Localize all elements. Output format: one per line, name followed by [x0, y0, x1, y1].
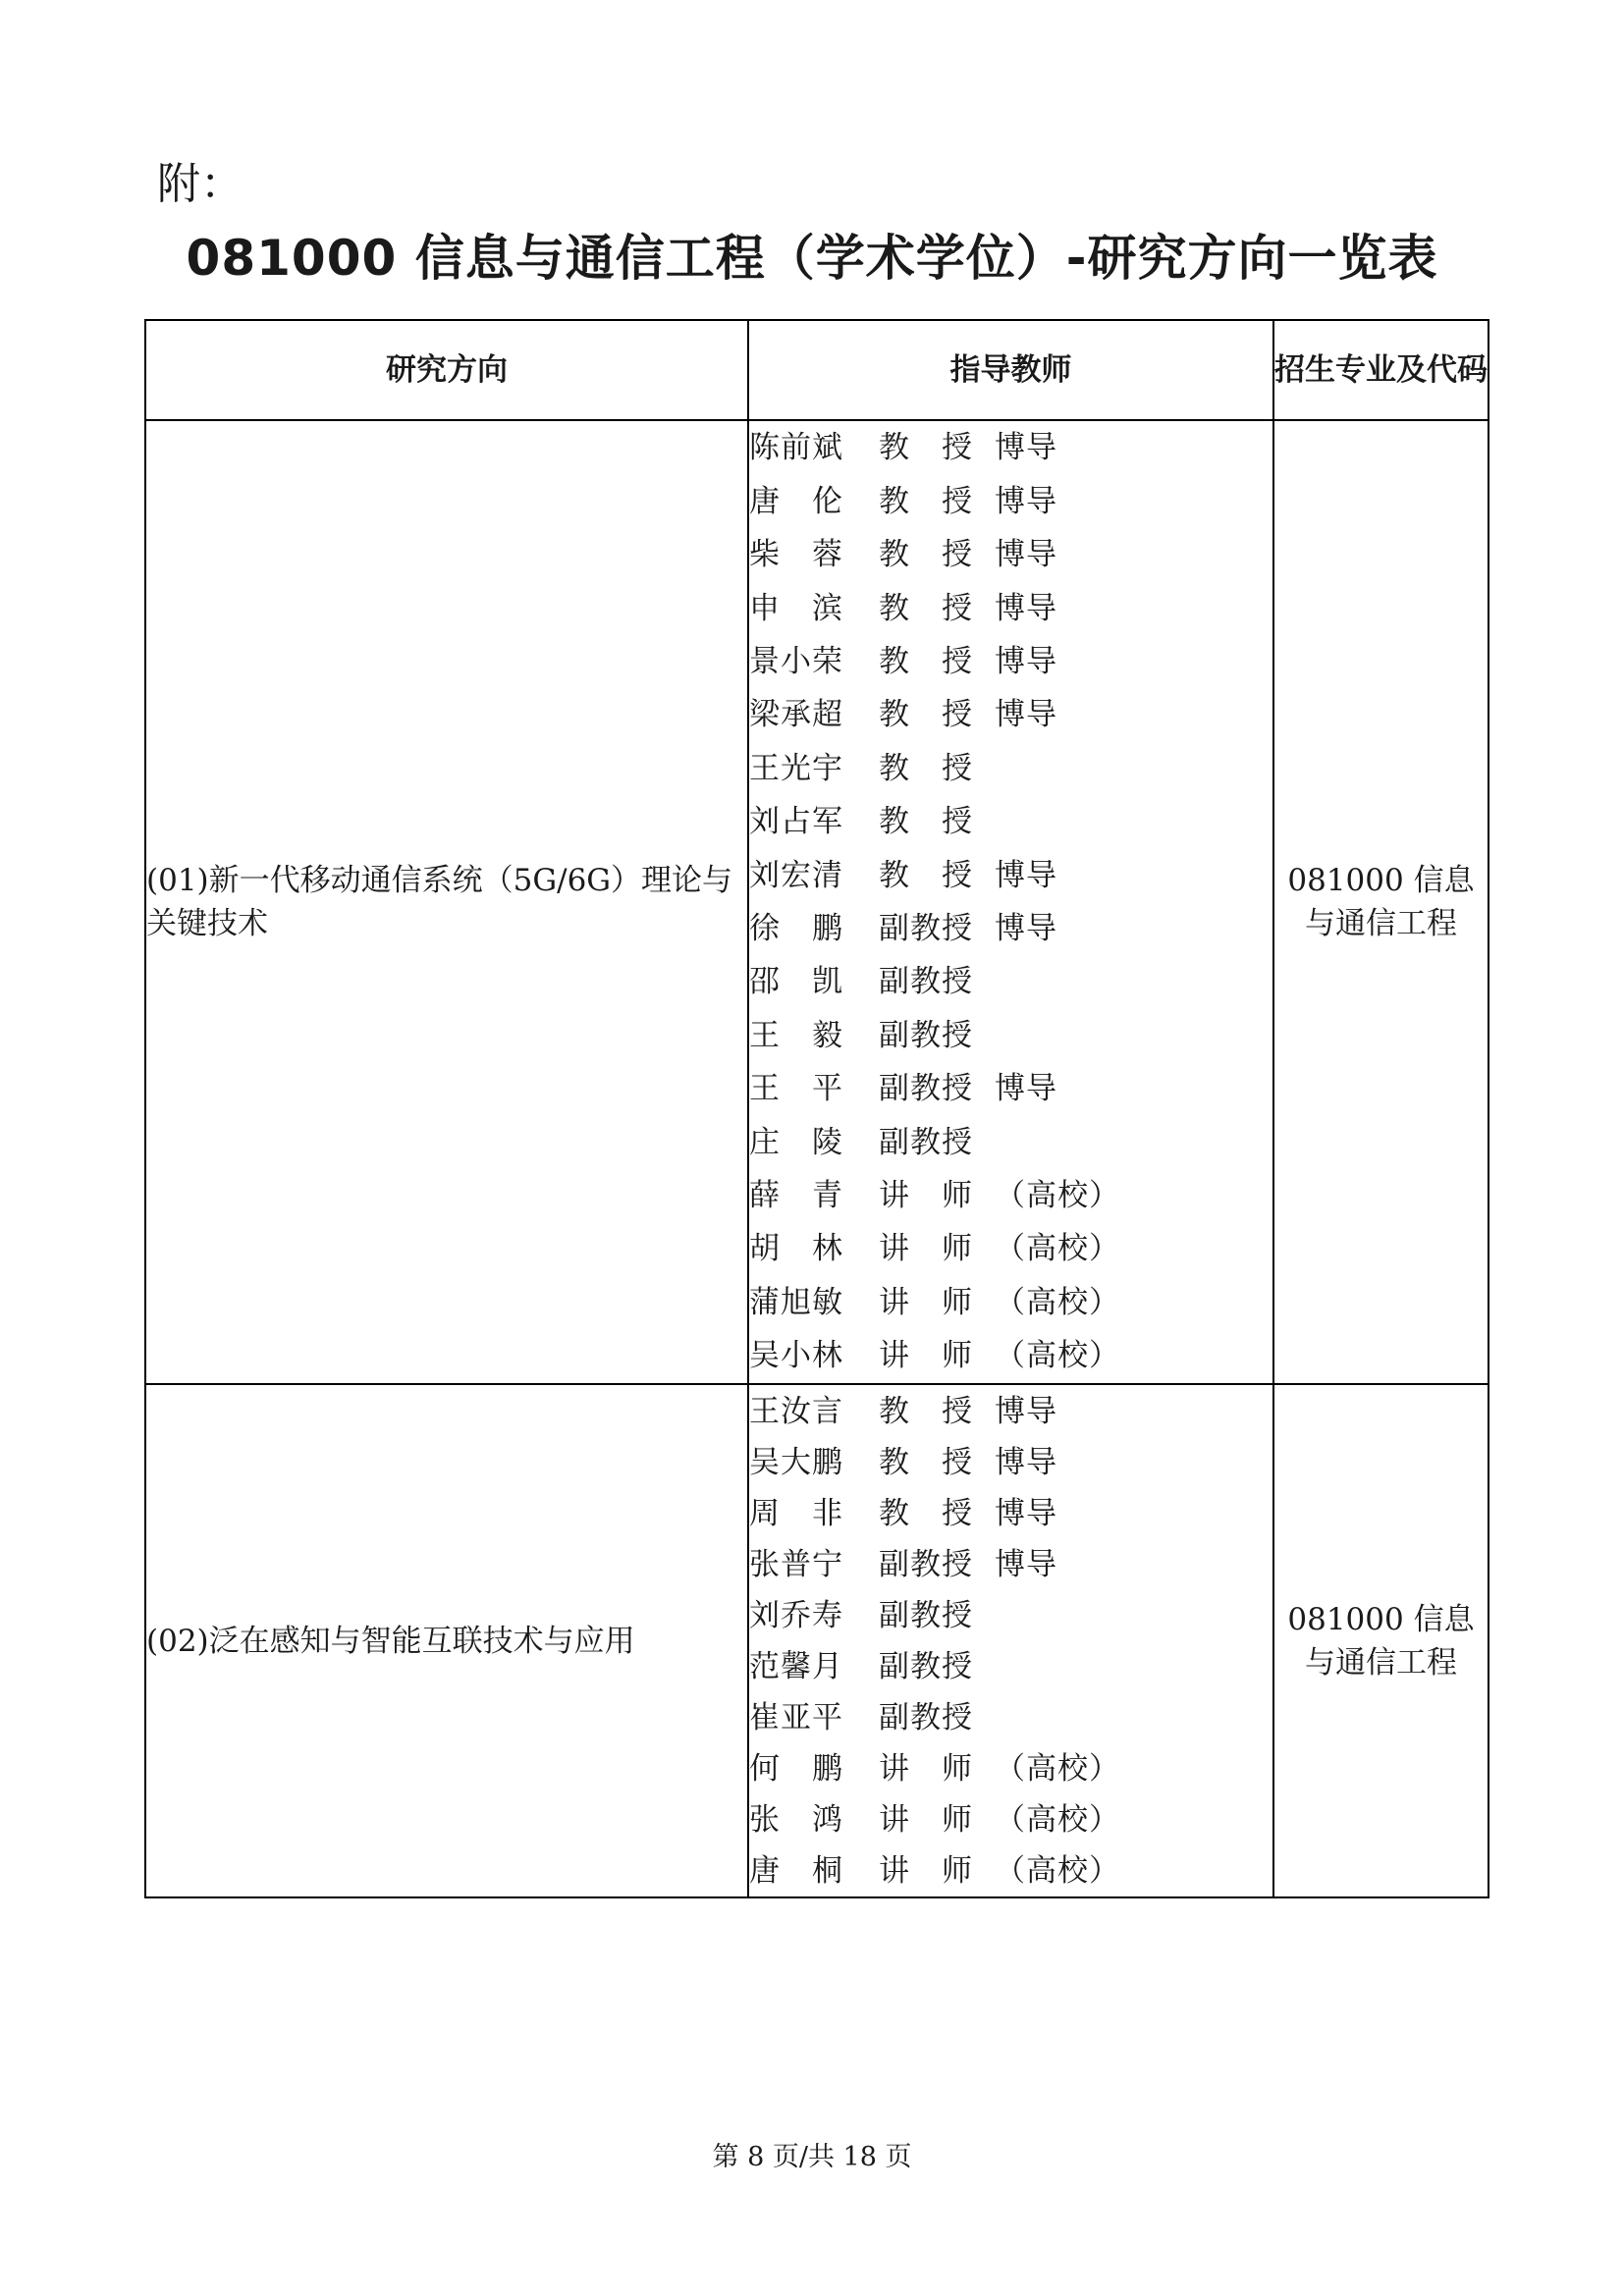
advisor-row	[749, 1386, 1272, 1437]
research-direction-table	[144, 319, 1489, 1898]
advisor-name: 陈前斌	[749, 430, 843, 466]
advisor-extra: 博导	[995, 483, 1057, 519]
advisor-rank: 教 授	[879, 590, 973, 626]
advisor-rank: 讲 师	[879, 1338, 973, 1374]
advisor-name: 唐 伦	[749, 483, 843, 519]
advisor-rank: 教 授	[879, 1495, 973, 1531]
advisor-rank: 教 授	[879, 483, 973, 519]
advisor-row	[749, 1590, 1272, 1641]
header-major: 招生专业及代码	[1273, 320, 1489, 420]
advisor-name: 刘宏清	[749, 857, 843, 893]
advisor-row	[749, 1009, 1272, 1062]
advisor-extra: （高校）	[995, 1750, 1120, 1787]
major-cell: 081000 信息与通信工程	[1273, 1384, 1489, 1897]
advisor-rank: 教 授	[879, 804, 973, 840]
advisor-rank: 教 授	[879, 750, 973, 786]
advisor-rank: 教 授	[879, 1444, 973, 1480]
advisor-name: 薛 青	[749, 1177, 843, 1213]
advisor-name: 庄 陵	[749, 1124, 843, 1160]
advisor-rank: 副教授	[879, 964, 973, 1000]
advisor-rank: 副教授	[879, 1597, 973, 1633]
advisor-extra: 博导	[995, 537, 1057, 573]
table-row	[145, 1384, 1489, 1897]
advisor-row	[749, 421, 1272, 474]
table-header-row	[145, 320, 1489, 420]
advisor-name: 邵 凯	[749, 964, 843, 1000]
advisor-row	[749, 742, 1272, 795]
advisor-row	[749, 475, 1272, 528]
direction-cell: (02)泛在感知与智能互联技术与应用	[145, 1384, 748, 1897]
table-row	[145, 420, 1489, 1384]
advisor-name: 张普宁	[749, 1546, 843, 1582]
advisor-name: 周 非	[749, 1495, 843, 1531]
advisor-rank: 副教授	[879, 1071, 973, 1107]
advisor-name: 景小荣	[749, 644, 843, 680]
advisor-row	[749, 1437, 1272, 1488]
advisor-rank: 教 授	[879, 697, 973, 733]
advisor-extra: 博导	[995, 430, 1057, 466]
advisor-extra: 博导	[995, 857, 1057, 893]
header-direction: 研究方向	[145, 320, 748, 420]
advisor-name: 吴小林	[749, 1338, 843, 1374]
advisor-rank: 讲 师	[879, 1284, 973, 1320]
page-title: 081000 信息与通信工程（学术学位）-研究方向一览表	[186, 230, 1438, 287]
advisor-rank: 讲 师	[879, 1231, 973, 1267]
advisor-row	[749, 955, 1272, 1008]
advisor-name: 吴大鹏	[749, 1444, 843, 1480]
advisor-extra: 博导	[995, 697, 1057, 733]
advisor-rank: 教 授	[879, 1393, 973, 1429]
advisor-name: 王 毅	[749, 1017, 843, 1053]
advisor-row	[749, 1062, 1272, 1115]
advisor-row	[749, 1329, 1272, 1382]
advisor-extra: （高校）	[995, 1284, 1120, 1320]
advisor-extra: （高校）	[995, 1338, 1120, 1374]
advisor-name: 柴 蓉	[749, 537, 843, 573]
advisor-extra: 博导	[995, 911, 1057, 946]
advisor-row	[749, 1276, 1272, 1329]
advisor-name: 刘乔寿	[749, 1597, 843, 1633]
annex-label: 附：	[157, 159, 244, 209]
advisor-name: 梁承超	[749, 697, 843, 733]
advisor-rank: 教 授	[879, 430, 973, 466]
advisor-row	[749, 1222, 1272, 1275]
advisor-row	[749, 795, 1272, 848]
advisor-row	[749, 582, 1272, 635]
advisor-rank: 讲 师	[879, 1750, 973, 1787]
advisor-name: 张 鸿	[749, 1801, 843, 1838]
advisors-cell	[748, 1384, 1273, 1897]
advisors-cell	[748, 420, 1273, 1384]
major-cell: 081000 信息与通信工程	[1273, 420, 1489, 1384]
advisor-row	[749, 1539, 1272, 1590]
advisor-rank: 讲 师	[879, 1177, 973, 1213]
advisor-extra: 博导	[995, 1495, 1057, 1531]
advisor-row	[749, 849, 1272, 902]
advisor-name: 刘占军	[749, 804, 843, 840]
advisor-rank: 副教授	[879, 1124, 973, 1160]
advisor-extra: （高校）	[995, 1177, 1120, 1213]
advisor-rank: 副教授	[879, 1699, 973, 1735]
advisor-rank: 教 授	[879, 644, 973, 680]
advisor-row	[749, 1488, 1272, 1539]
advisor-rank: 教 授	[879, 857, 973, 893]
page-footer: 第 8 页/共 18 页	[712, 2142, 912, 2172]
advisor-name: 王 平	[749, 1071, 843, 1107]
advisor-row	[749, 902, 1272, 955]
advisor-row	[749, 1845, 1272, 1896]
advisor-name: 王光宇	[749, 750, 843, 786]
direction-cell: (01)新一代移动通信系统（5G/6G）理论与关键技术	[145, 420, 748, 1384]
advisor-row	[749, 528, 1272, 581]
advisor-extra: 博导	[995, 590, 1057, 626]
advisor-name: 王汝言	[749, 1393, 843, 1429]
advisor-rank: 讲 师	[879, 1801, 973, 1838]
advisor-extra: （高校）	[995, 1801, 1120, 1838]
advisor-extra: 博导	[995, 644, 1057, 680]
advisor-rank: 教 授	[879, 537, 973, 573]
advisor-name: 徐 鹏	[749, 911, 843, 946]
advisor-row	[749, 635, 1272, 688]
advisor-row	[749, 1169, 1272, 1222]
advisor-rank: 副教授	[879, 911, 973, 946]
advisor-extra: 博导	[995, 1444, 1057, 1480]
advisor-row	[749, 1794, 1272, 1845]
advisor-name: 申 滨	[749, 590, 843, 626]
advisor-extra: （高校）	[995, 1852, 1120, 1889]
advisor-name: 崔亚平	[749, 1699, 843, 1735]
advisor-name: 唐 桐	[749, 1852, 843, 1889]
advisor-row	[749, 688, 1272, 741]
advisor-row	[749, 1743, 1272, 1794]
advisor-row	[749, 1692, 1272, 1743]
advisor-name: 胡 林	[749, 1231, 843, 1267]
advisor-name: 范馨月	[749, 1648, 843, 1684]
advisor-name: 何 鹏	[749, 1750, 843, 1787]
advisor-rank: 讲 师	[879, 1852, 973, 1889]
header-advisors: 指导教师	[748, 320, 1273, 420]
advisor-extra: 博导	[995, 1546, 1057, 1582]
advisor-rank: 副教授	[879, 1648, 973, 1684]
advisor-row	[749, 1116, 1272, 1169]
advisor-name: 蒲旭敏	[749, 1284, 843, 1320]
advisor-rank: 副教授	[879, 1546, 973, 1582]
advisor-rank: 副教授	[879, 1017, 973, 1053]
advisor-extra: 博导	[995, 1071, 1057, 1107]
advisor-row	[749, 1641, 1272, 1692]
advisor-extra: （高校）	[995, 1231, 1120, 1267]
advisor-extra: 博导	[995, 1393, 1057, 1429]
